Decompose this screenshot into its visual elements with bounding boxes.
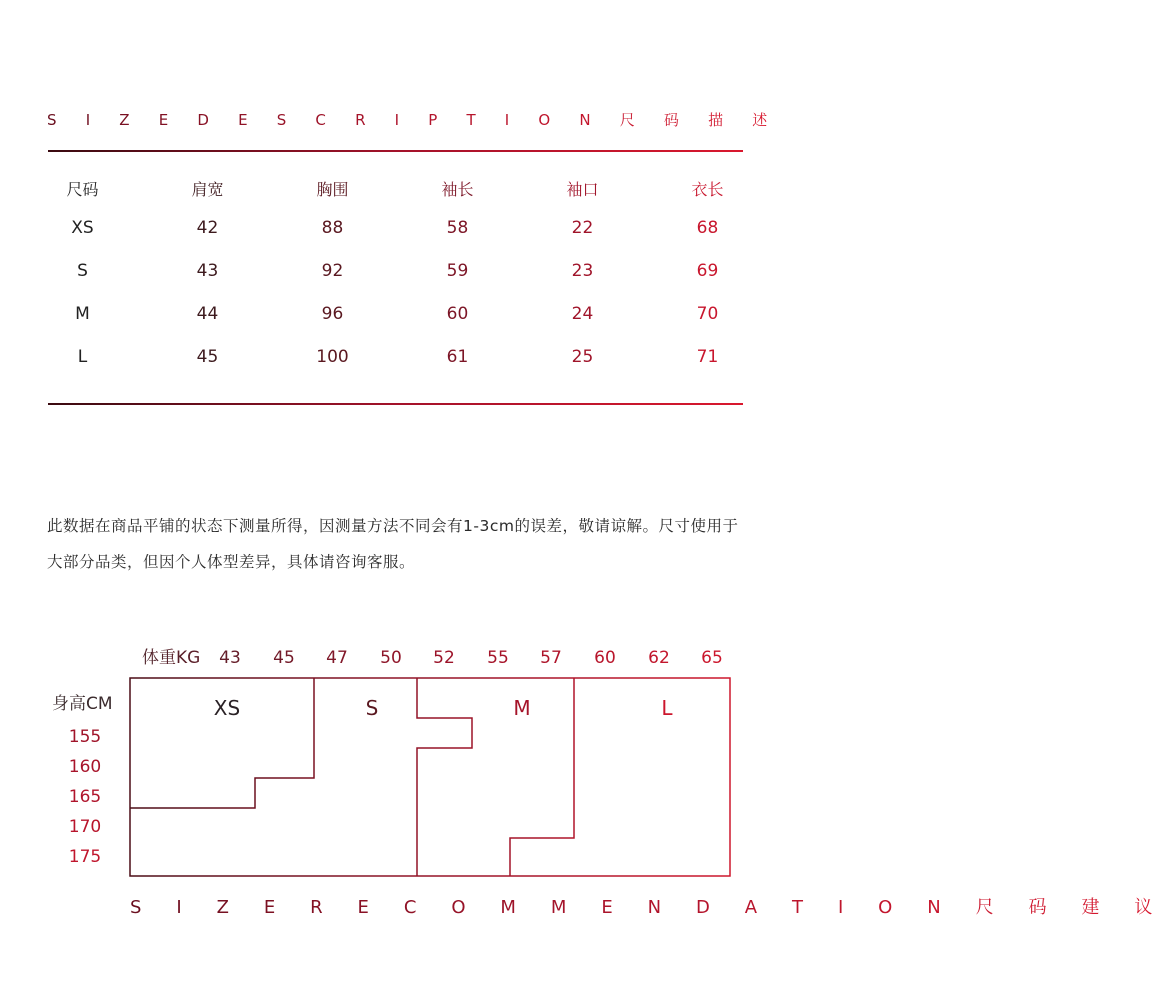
cell-size: XS xyxy=(71,217,94,238)
table-row xyxy=(20,335,770,378)
weight-tick: 50 xyxy=(380,648,402,668)
header-sleeve-length: 袖长 xyxy=(441,179,474,199)
weight-tick: 65 xyxy=(701,648,723,668)
height-tick: 160 xyxy=(68,757,102,777)
height-tick: 170 xyxy=(68,817,102,837)
height-axis-label: 身高CM xyxy=(52,694,113,714)
zone-label-s: S xyxy=(365,696,379,720)
zone-label-m: M xyxy=(513,696,531,720)
weight-tick: 60 xyxy=(594,648,616,668)
weight-tick: 43 xyxy=(219,648,241,668)
height-tick: 155 xyxy=(68,727,102,747)
table-row xyxy=(20,249,770,292)
cell-size: L xyxy=(77,346,88,367)
cell-sleeve-length: 58 xyxy=(446,217,469,238)
header-chest: 胸围 xyxy=(316,179,349,199)
size-description-title: S I Z E D E S C R I P T I O N 尺 码 描 述 xyxy=(47,111,780,129)
weight-tick: 45 xyxy=(273,648,295,668)
cell-cuff: 24 xyxy=(571,303,594,324)
size-recommendation-chart xyxy=(0,630,790,885)
measurement-note: 此数据在商品平铺的状态下测量所得，因测量方法不同会有1-3cm的误差，敬请谅解。尺寸使用于大部分品类，但因个人体型差异，具体请咨询客服。 xyxy=(47,517,739,571)
height-tick: 165 xyxy=(68,787,102,807)
cell-cuff: 23 xyxy=(571,260,594,281)
size-recommendation-title: S I Z E R E C O M M E N D A T I O N 尺 码 建 议 xyxy=(130,893,1167,919)
header-shoulder: 肩宽 xyxy=(191,179,224,199)
weight-axis-label: 体重KG xyxy=(142,648,201,668)
weight-tick: 55 xyxy=(487,648,509,668)
size-table xyxy=(20,170,770,378)
weight-tick: 47 xyxy=(326,648,348,668)
weight-tick: 62 xyxy=(648,648,670,668)
table-row xyxy=(20,292,770,335)
cell-chest: 92 xyxy=(321,260,344,281)
cell-shoulder: 44 xyxy=(196,303,219,324)
header-size: 尺码 xyxy=(66,179,99,199)
cell-shoulder: 45 xyxy=(196,346,219,367)
cell-length: 70 xyxy=(696,303,719,324)
cell-shoulder: 42 xyxy=(196,217,219,238)
cell-chest: 96 xyxy=(321,303,344,324)
cell-sleeve-length: 59 xyxy=(446,260,469,281)
cell-length: 69 xyxy=(696,260,719,281)
zone-label-xs: XS xyxy=(213,696,241,720)
table-top-rule xyxy=(48,150,743,152)
cell-chest: 100 xyxy=(316,346,349,367)
cell-sleeve-length: 60 xyxy=(446,303,469,324)
table-row xyxy=(20,206,770,249)
size-table-header-row xyxy=(20,170,770,206)
cell-size: M xyxy=(75,303,90,324)
cell-cuff: 22 xyxy=(571,217,594,238)
cell-shoulder: 43 xyxy=(196,260,219,281)
table-bottom-rule xyxy=(48,403,743,405)
cell-sleeve-length: 61 xyxy=(446,346,469,367)
height-tick: 175 xyxy=(68,847,102,867)
weight-tick: 57 xyxy=(540,648,562,668)
cell-chest: 88 xyxy=(321,217,344,238)
header-cuff: 袖口 xyxy=(566,179,599,199)
header-length: 衣长 xyxy=(691,179,724,199)
weight-tick: 52 xyxy=(433,648,455,668)
cell-length: 68 xyxy=(696,217,719,238)
cell-length: 71 xyxy=(696,346,719,367)
zone-label-l: L xyxy=(661,696,673,720)
cell-size: S xyxy=(77,260,88,281)
s-zone-boundary xyxy=(417,678,472,876)
cell-cuff: 25 xyxy=(571,346,594,367)
